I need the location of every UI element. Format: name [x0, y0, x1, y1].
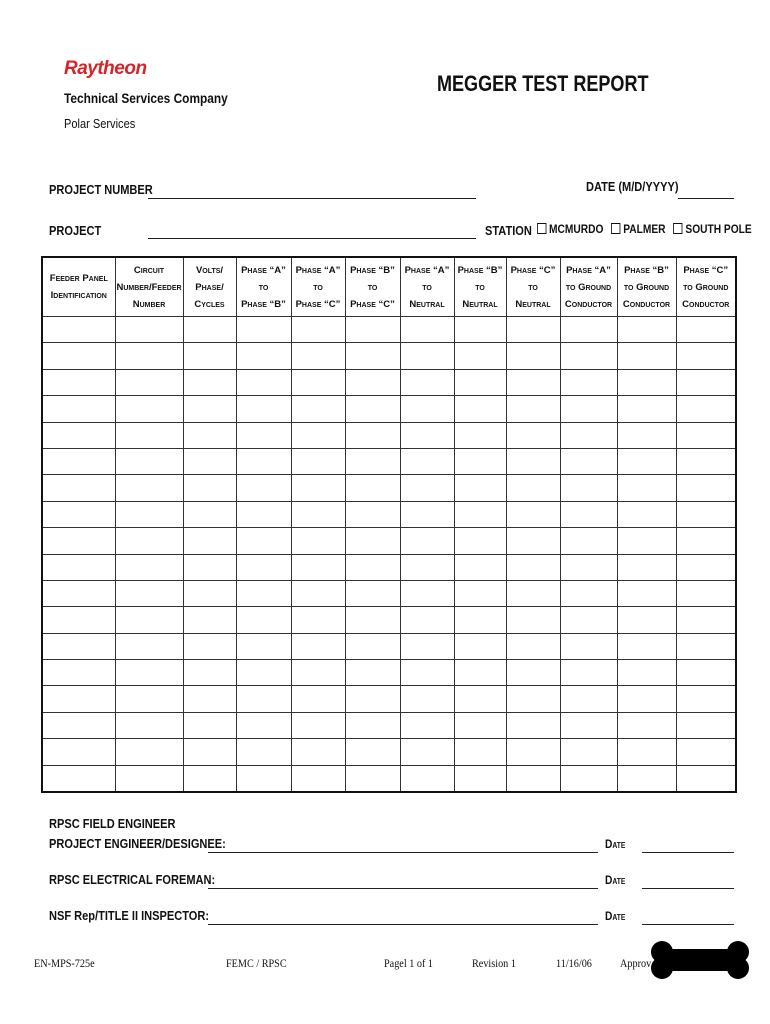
mcmurdo-label: MCMURDO — [549, 222, 604, 236]
table-cell[interactable] — [506, 554, 560, 580]
table-row — [42, 580, 736, 606]
table-cell[interactable] — [506, 422, 560, 448]
table-cell[interactable] — [42, 554, 115, 580]
table-cell[interactable] — [560, 554, 617, 580]
table-cell[interactable] — [617, 686, 676, 712]
table-cell[interactable] — [115, 422, 183, 448]
table-cell[interactable] — [42, 317, 115, 343]
field-engineer-label: RPSC FIELD ENGINEER — [49, 816, 176, 831]
table-cell[interactable] — [676, 501, 736, 527]
table-cell[interactable] — [42, 396, 115, 422]
table-cell[interactable] — [400, 396, 454, 422]
table-cell[interactable] — [506, 343, 560, 369]
table-cell[interactable] — [676, 369, 736, 395]
redaction-mark — [646, 940, 752, 980]
table-cell[interactable] — [183, 607, 236, 633]
col-header-circuit: Circuit Number/Feeder Number — [115, 257, 183, 317]
division-name: Polar Services — [64, 116, 136, 131]
table-cell[interactable] — [676, 528, 736, 554]
table-cell[interactable] — [236, 739, 291, 765]
inspector-signature-field[interactable] — [208, 924, 598, 925]
project-field[interactable] — [148, 238, 476, 239]
table-cell[interactable] — [42, 501, 115, 527]
date-field-1[interactable] — [642, 852, 734, 853]
table-cell[interactable] — [454, 448, 506, 474]
table-cell[interactable] — [291, 422, 345, 448]
table-cell[interactable] — [400, 448, 454, 474]
table-cell[interactable] — [236, 475, 291, 501]
table-cell[interactable] — [400, 712, 454, 738]
table-cell[interactable] — [617, 369, 676, 395]
table-row — [42, 739, 736, 765]
south-pole-checkbox[interactable] — [673, 223, 682, 234]
palmer-label: PALMER — [623, 222, 666, 236]
table-cell[interactable] — [236, 501, 291, 527]
table-cell[interactable] — [506, 580, 560, 606]
table-cell[interactable] — [454, 686, 506, 712]
table-cell[interactable] — [617, 554, 676, 580]
table-cell[interactable] — [400, 475, 454, 501]
table-cell[interactable] — [291, 660, 345, 686]
project-label: PROJECT — [49, 223, 102, 238]
table-cell[interactable] — [115, 448, 183, 474]
table-cell[interactable] — [560, 501, 617, 527]
table-cell[interactable] — [345, 475, 400, 501]
table-cell[interactable] — [183, 712, 236, 738]
table-cell[interactable] — [560, 686, 617, 712]
table-cell[interactable] — [345, 554, 400, 580]
table-cell[interactable] — [454, 607, 506, 633]
table-cell[interactable] — [236, 660, 291, 686]
table-header-row — [42, 257, 736, 317]
table-cell[interactable] — [454, 528, 506, 554]
table-cell[interactable] — [42, 660, 115, 686]
col-header-a-ground: Phase “A” to Ground Conductor — [560, 257, 617, 317]
table-cell[interactable] — [236, 396, 291, 422]
table-cell[interactable] — [617, 739, 676, 765]
table-cell[interactable] — [617, 660, 676, 686]
table-cell[interactable] — [345, 396, 400, 422]
table-cell[interactable] — [42, 765, 115, 792]
table-row — [42, 607, 736, 633]
table-cell[interactable] — [400, 580, 454, 606]
table-cell[interactable] — [454, 712, 506, 738]
table-cell[interactable] — [291, 686, 345, 712]
table-cell[interactable] — [345, 580, 400, 606]
table-cell[interactable] — [345, 448, 400, 474]
table-cell[interactable] — [115, 528, 183, 554]
table-cell[interactable] — [676, 475, 736, 501]
table-cell[interactable] — [345, 369, 400, 395]
table-row — [42, 396, 736, 422]
table-cell[interactable] — [676, 633, 736, 659]
foreman-label: RPSC ELECTRICAL FOREMAN: — [49, 872, 216, 887]
col-header-c-ground: Phase “C” to Ground Conductor — [676, 257, 736, 317]
table-cell[interactable] — [183, 660, 236, 686]
table-cell[interactable] — [400, 765, 454, 792]
table-row — [42, 765, 736, 792]
table-cell[interactable] — [506, 712, 560, 738]
table-cell[interactable] — [400, 686, 454, 712]
footer-rev-date: 11/16/06 — [556, 956, 592, 970]
table-cell[interactable] — [345, 422, 400, 448]
table-cell[interactable] — [617, 607, 676, 633]
table-cell[interactable] — [291, 712, 345, 738]
footer-revision: Revision 1 — [472, 956, 516, 970]
table-cell[interactable] — [345, 686, 400, 712]
table-cell[interactable] — [560, 580, 617, 606]
page-title: MEGGER TEST REPORT — [437, 71, 649, 96]
project-number-label: PROJECT NUMBER — [49, 182, 153, 197]
table-cell[interactable] — [183, 528, 236, 554]
table-cell[interactable] — [560, 369, 617, 395]
footer-approved: Approv — [620, 956, 652, 970]
table-cell[interactable] — [183, 765, 236, 792]
table-cell[interactable] — [236, 712, 291, 738]
table-cell[interactable] — [115, 501, 183, 527]
table-cell[interactable] — [42, 448, 115, 474]
table-cell[interactable] — [236, 317, 291, 343]
table-cell[interactable] — [617, 317, 676, 343]
table-cell[interactable] — [115, 317, 183, 343]
table-cell[interactable] — [560, 765, 617, 792]
col-header-b-ground: Phase “B” to Ground Conductor — [617, 257, 676, 317]
table-cell[interactable] — [617, 501, 676, 527]
mcmurdo-checkbox[interactable] — [537, 223, 546, 234]
station-label: STATION — [485, 223, 532, 238]
table-cell[interactable] — [115, 739, 183, 765]
table-cell[interactable] — [454, 765, 506, 792]
table-cell[interactable] — [676, 660, 736, 686]
table-cell[interactable] — [506, 396, 560, 422]
table-cell[interactable] — [506, 633, 560, 659]
table-cell[interactable] — [400, 660, 454, 686]
table-cell[interactable] — [676, 422, 736, 448]
table-cell[interactable] — [560, 739, 617, 765]
table-cell[interactable] — [454, 580, 506, 606]
table-row — [42, 554, 736, 580]
table-cell[interactable] — [560, 528, 617, 554]
table-cell[interactable] — [617, 712, 676, 738]
table-cell[interactable] — [183, 396, 236, 422]
col-header-volts: Volts/ Phase/ Cycles — [183, 257, 236, 317]
table-cell[interactable] — [454, 369, 506, 395]
table-cell[interactable] — [454, 660, 506, 686]
table-cell[interactable] — [42, 712, 115, 738]
table-cell[interactable] — [115, 369, 183, 395]
table-cell[interactable] — [291, 633, 345, 659]
table-cell[interactable] — [617, 422, 676, 448]
table-cell[interactable] — [617, 580, 676, 606]
table-cell[interactable] — [676, 554, 736, 580]
footer-org: FEMC / RPSC — [226, 956, 287, 970]
table-cell[interactable] — [183, 501, 236, 527]
megger-test-table — [41, 256, 737, 793]
table-cell[interactable] — [115, 343, 183, 369]
date-label: DATE (M/D/YYYY) — [586, 179, 679, 194]
table-cell[interactable] — [236, 633, 291, 659]
table-cell[interactable] — [454, 343, 506, 369]
table-cell[interactable] — [676, 686, 736, 712]
col-header-c-neutral: Phase “C” to Neutral — [506, 257, 560, 317]
table-cell[interactable] — [236, 448, 291, 474]
table-cell[interactable] — [506, 660, 560, 686]
table-cell[interactable] — [115, 633, 183, 659]
palmer-checkbox[interactable] — [611, 223, 620, 234]
table-cell[interactable] — [676, 396, 736, 422]
table-cell[interactable] — [236, 607, 291, 633]
inspector-label: NSF Rep/TITLE II INSPECTOR: — [49, 908, 210, 923]
table-cell[interactable] — [676, 448, 736, 474]
table-cell[interactable] — [560, 317, 617, 343]
table-cell[interactable] — [183, 475, 236, 501]
table-cell[interactable] — [115, 580, 183, 606]
date-field-2[interactable] — [642, 888, 734, 889]
table-cell[interactable] — [506, 501, 560, 527]
table-cell[interactable] — [400, 739, 454, 765]
table-cell[interactable] — [454, 317, 506, 343]
table-cell[interactable] — [400, 633, 454, 659]
table-cell[interactable] — [617, 396, 676, 422]
table-cell[interactable] — [291, 317, 345, 343]
table-cell[interactable] — [183, 448, 236, 474]
table-cell[interactable] — [400, 317, 454, 343]
table-cell[interactable] — [506, 739, 560, 765]
footer-doc-id: EN-MPS-725e — [34, 956, 95, 970]
table-cell[interactable] — [345, 712, 400, 738]
table-cell[interactable] — [291, 448, 345, 474]
table-cell[interactable] — [345, 660, 400, 686]
table-cell[interactable] — [400, 343, 454, 369]
raytheon-logo: Raytheon — [64, 58, 147, 79]
table-cell[interactable] — [115, 712, 183, 738]
table-cell[interactable] — [617, 633, 676, 659]
table-cell[interactable] — [42, 686, 115, 712]
col-header-b-neutral: Phase “B” to Neutral — [454, 257, 506, 317]
table-row — [42, 528, 736, 554]
table-cell[interactable] — [291, 343, 345, 369]
project-engineer-label: PROJECT ENGINEER/DESIGNEE: — [49, 836, 226, 851]
table-cell[interactable] — [400, 607, 454, 633]
table-row — [42, 633, 736, 659]
table-cell[interactable] — [400, 554, 454, 580]
table-cell[interactable] — [236, 554, 291, 580]
table-cell[interactable] — [560, 475, 617, 501]
table-cell[interactable] — [560, 633, 617, 659]
table-cell[interactable] — [115, 607, 183, 633]
table-cell[interactable] — [617, 343, 676, 369]
station-options — [532, 222, 752, 236]
table-cell[interactable] — [560, 448, 617, 474]
table-cell[interactable] — [400, 422, 454, 448]
table-cell[interactable] — [42, 528, 115, 554]
table-row — [42, 448, 736, 474]
foreman-signature-field[interactable] — [208, 888, 598, 889]
date-label-1: Date — [605, 837, 626, 851]
table-cell[interactable] — [676, 765, 736, 792]
col-header-b-c: Phase “B” to Phase “C” — [345, 257, 400, 317]
table-cell[interactable] — [676, 607, 736, 633]
table-row — [42, 422, 736, 448]
table-cell[interactable] — [42, 633, 115, 659]
col-header-feeder-panel: Feeder Panel Identification — [42, 257, 115, 317]
table-cell[interactable] — [506, 448, 560, 474]
table-cell[interactable] — [291, 501, 345, 527]
table-cell[interactable] — [291, 396, 345, 422]
table-cell[interactable] — [560, 607, 617, 633]
table-cell[interactable] — [676, 343, 736, 369]
table-cell[interactable] — [400, 528, 454, 554]
table-cell[interactable] — [42, 580, 115, 606]
table-row — [42, 317, 736, 343]
footer-page: Pagel 1 of 1 — [384, 956, 434, 970]
table-cell[interactable] — [345, 528, 400, 554]
table-cell[interactable] — [115, 765, 183, 792]
table-cell[interactable] — [560, 396, 617, 422]
table-cell[interactable] — [236, 528, 291, 554]
table-cell[interactable] — [115, 554, 183, 580]
table-cell[interactable] — [506, 317, 560, 343]
table-cell[interactable] — [506, 475, 560, 501]
table-cell[interactable] — [183, 580, 236, 606]
table-cell[interactable] — [617, 765, 676, 792]
table-cell[interactable] — [42, 343, 115, 369]
table-cell[interactable] — [454, 396, 506, 422]
table-cell[interactable] — [236, 422, 291, 448]
table-cell[interactable] — [617, 448, 676, 474]
date-label-2: Date — [605, 873, 626, 887]
table-cell[interactable] — [676, 712, 736, 738]
table-cell[interactable] — [236, 343, 291, 369]
table-cell[interactable] — [291, 528, 345, 554]
table-cell[interactable] — [42, 607, 115, 633]
table-cell[interactable] — [115, 686, 183, 712]
table-cell[interactable] — [560, 343, 617, 369]
table-cell[interactable] — [617, 475, 676, 501]
table-cell[interactable] — [506, 369, 560, 395]
table-cell[interactable] — [236, 580, 291, 606]
col-header-a-c: Phase “A” to Phase “C” — [291, 257, 345, 317]
table-cell[interactable] — [42, 369, 115, 395]
company-name: Technical Services Company — [64, 90, 228, 106]
table-row — [42, 343, 736, 369]
table-cell[interactable] — [291, 475, 345, 501]
table-cell[interactable] — [115, 396, 183, 422]
table-cell[interactable] — [454, 422, 506, 448]
table-cell[interactable] — [183, 422, 236, 448]
table-cell[interactable] — [345, 633, 400, 659]
south-pole-label: SOUTH POLE — [685, 222, 752, 236]
table-cell[interactable] — [454, 739, 506, 765]
table-cell[interactable] — [183, 369, 236, 395]
table-cell[interactable] — [42, 422, 115, 448]
table-cell[interactable] — [676, 580, 736, 606]
table-cell[interactable] — [236, 686, 291, 712]
table-row — [42, 369, 736, 395]
table-cell[interactable] — [676, 739, 736, 765]
table-cell[interactable] — [560, 660, 617, 686]
table-cell[interactable] — [42, 475, 115, 501]
table-cell[interactable] — [236, 369, 291, 395]
date-label-3: Date — [605, 909, 626, 923]
date-field[interactable] — [678, 198, 734, 199]
table-cell[interactable] — [454, 554, 506, 580]
table-cell[interactable] — [400, 501, 454, 527]
table-cell[interactable] — [291, 607, 345, 633]
project-number-field[interactable] — [148, 198, 476, 199]
table-cell[interactable] — [345, 317, 400, 343]
table-cell[interactable] — [454, 501, 506, 527]
table-row — [42, 501, 736, 527]
table-cell[interactable] — [506, 607, 560, 633]
table-cell[interactable] — [560, 422, 617, 448]
table-cell[interactable] — [183, 686, 236, 712]
table-cell[interactable] — [236, 765, 291, 792]
table-cell[interactable] — [345, 765, 400, 792]
table-cell[interactable] — [506, 528, 560, 554]
table-row — [42, 660, 736, 686]
table-cell[interactable] — [617, 528, 676, 554]
col-header-a-b: Phase “A” to Phase “B” — [236, 257, 291, 317]
table-cell[interactable] — [560, 712, 617, 738]
table-cell[interactable] — [345, 343, 400, 369]
table-cell[interactable] — [183, 633, 236, 659]
table-row — [42, 712, 736, 738]
table-cell[interactable] — [115, 660, 183, 686]
table-cell[interactable] — [291, 369, 345, 395]
table-row — [42, 475, 736, 501]
table-cell[interactable] — [345, 739, 400, 765]
table-cell[interactable] — [183, 739, 236, 765]
table-cell[interactable] — [115, 475, 183, 501]
table-cell[interactable] — [506, 765, 560, 792]
table-cell[interactable] — [400, 369, 454, 395]
table-cell[interactable] — [454, 475, 506, 501]
table-cell[interactable] — [454, 633, 506, 659]
table-cell[interactable] — [291, 739, 345, 765]
project-engineer-signature-field[interactable] — [208, 852, 598, 853]
table-cell[interactable] — [183, 317, 236, 343]
table-row — [42, 686, 736, 712]
table-cell[interactable] — [183, 554, 236, 580]
table-cell[interactable] — [676, 317, 736, 343]
table-cell[interactable] — [345, 607, 400, 633]
table-cell[interactable] — [291, 580, 345, 606]
table-cell[interactable] — [183, 343, 236, 369]
table-cell[interactable] — [291, 554, 345, 580]
table-cell[interactable] — [345, 501, 400, 527]
table-cell[interactable] — [506, 686, 560, 712]
date-field-3[interactable] — [642, 924, 734, 925]
table-cell[interactable] — [291, 765, 345, 792]
col-header-a-neutral: Phase “A” to Neutral — [400, 257, 454, 317]
table-cell[interactable] — [42, 739, 115, 765]
